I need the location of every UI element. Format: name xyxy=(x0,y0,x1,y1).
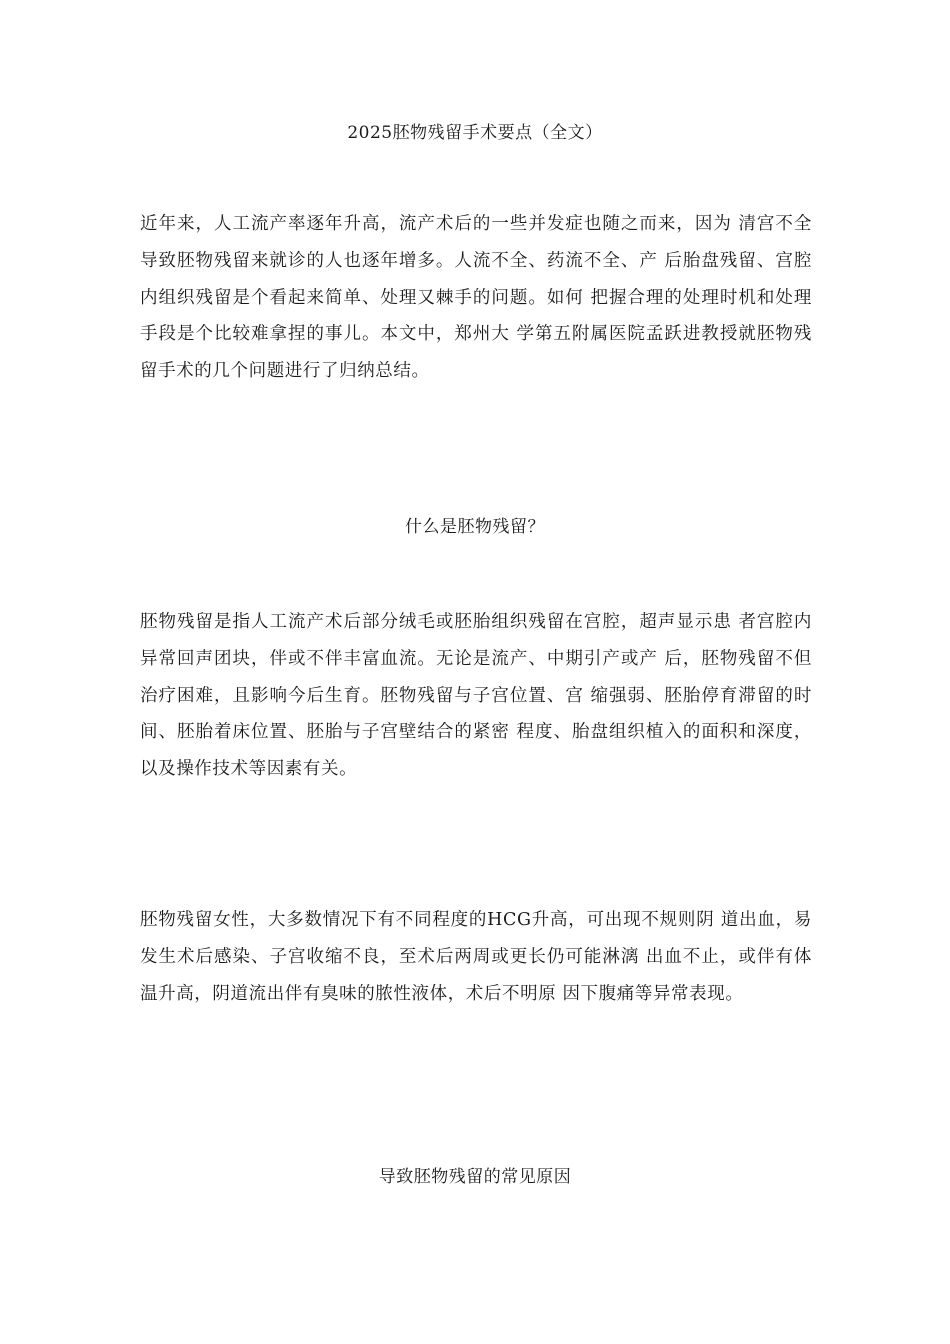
symptoms-paragraph: 胚物残留女性，大多数情况下有不同程度的HCG升高，可出现不规则阴 道出血，易发生术后感染、子宫收缩不良，至术后两周或更长仍可能淋漓 出血不止，或伴有体温升高，阴道流出伴有臭味的脓性液体，术后不明原 因下腹痛等异常表现。 xyxy=(140,910,812,1004)
document-title: 2025胚物残留手术要点（全文） xyxy=(347,123,603,143)
definition-paragraph: 胚物残留是指人工流产术后部分绒毛或胚胎组织残留在宫腔，超声显示患 者宫腔内异常回声团块，伴或不伴丰富血流。无论是流产、中期引产或产 后，胚物残留不但治疗困难，且影响今后生育。胚物残留与子宫位置、宫 缩强弱、胚胎停育滞留的时间、胚胎着床位置、胚胎与子宫壁结合的紧密 程度、胎盘组织植入的面积和深度，以及操作技术等因素有关。 xyxy=(140,612,812,780)
section-heading-causes: 导致胚物残留的常见原因 xyxy=(378,1167,572,1187)
section-heading-what-is: 什么是胚物残留？ xyxy=(405,517,545,537)
intro-paragraph: 近年来，人工流产率逐年升高，流产术后的一些并发症也随之而来，因为 清宫不全导致胚物残留来就诊的人也逐年增多。人流不全、药流不全、产 后胎盘残留、宫腔内组织残留是个看起来简单、处理又棘手的问题。如何 把握合理的处理时机和处理手段是个比较难拿捏的事儿。本文中，郑州大 学第五附属医院孟跃进教授就胚物残留手术的几个问题进行了归纳总结。 xyxy=(140,214,812,382)
